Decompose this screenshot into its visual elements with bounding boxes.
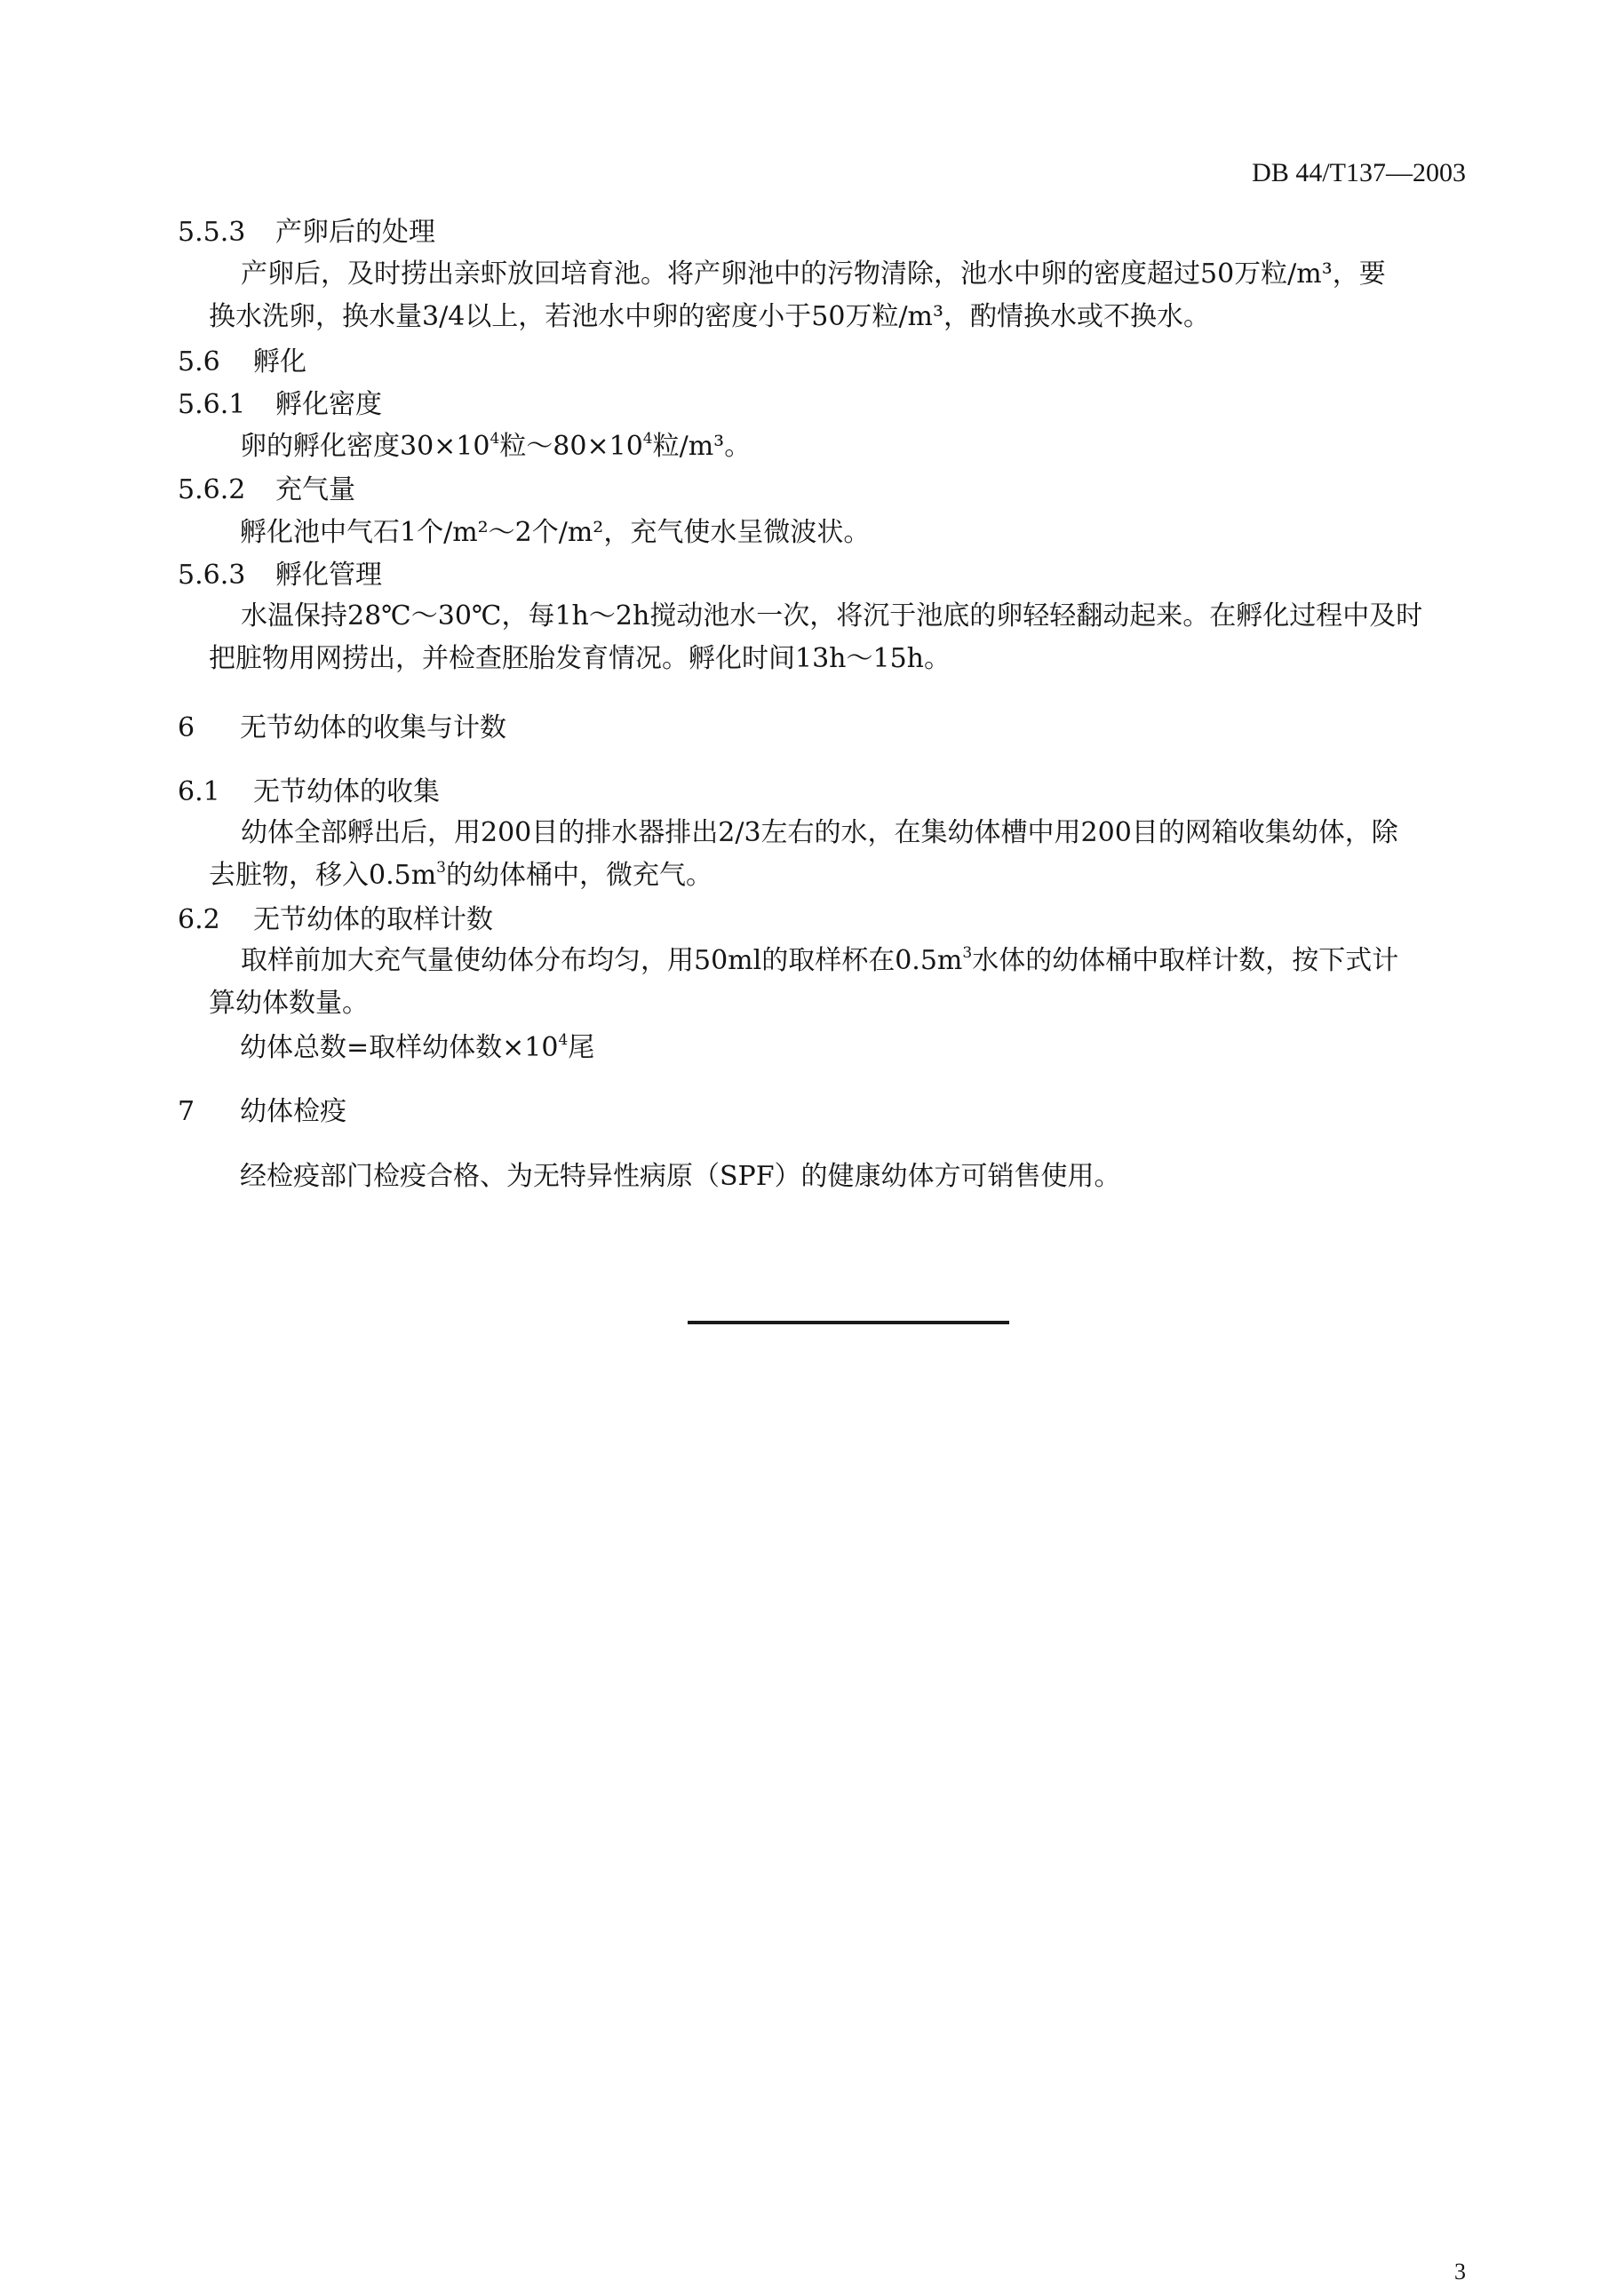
formula [240, 1030, 594, 1066]
page-number: 3 [1454, 2259, 1466, 2284]
text-run: 去脏物，移入0.5m [209, 860, 437, 891]
standard-code: DB 44/T137—2003 [1252, 158, 1466, 187]
heading-7 [178, 1094, 346, 1130]
section-number: 6.1 [178, 776, 220, 807]
heading-5-6-2 [178, 473, 355, 508]
section-title: 充气量 [275, 474, 355, 505]
text-run: 粒～80×10 [499, 431, 643, 462]
heading-5-6-1 [178, 387, 382, 423]
paragraph-5-6-1 [240, 429, 751, 465]
paragraph-line: 产卵后，及时捞出亲虾放回培育池。将产卵池中的污物清除，池水中卵的密度超过50万粒/m³，要 [241, 258, 1386, 290]
paragraph-5-5-3 [209, 253, 1470, 338]
heading-6-1 [178, 775, 440, 810]
section-number: 5.6.3 [178, 560, 246, 591]
section-title: 无节幼体的收集 [253, 776, 440, 807]
section-title: 无节幼体的取样计数 [253, 904, 493, 935]
heading-6-2 [178, 902, 493, 938]
paragraph-line: 把脏物用网捞出，并检查胚胎发育情况。孵化时间13h～15h。 [209, 643, 951, 674]
section-number: 7 [178, 1096, 195, 1127]
superscript: 4 [642, 430, 653, 448]
paragraph-line: 算幼体数量。 [209, 988, 369, 1019]
heading-5-5-3 [178, 215, 435, 250]
end-of-document-rule [688, 1321, 1009, 1324]
paragraph-5-6-3 [209, 595, 1470, 680]
paragraph-7: 经检疫部门检疫合格、为无特异性病原（SPF）的健康幼体方可销售使用。 [240, 1161, 1121, 1192]
heading-5-6-3 [178, 558, 382, 593]
section-title: 无节幼体的收集与计数 [240, 712, 506, 743]
paragraph-line: 换水洗卵，换水量3/4以上，若池水中卵的密度小于50万粒/m³，酌情换水或不换水。 [209, 301, 1211, 332]
text-run: 取样前加大充气量使幼体分布均匀，用50ml的取样杯在0.5m [241, 945, 963, 976]
text-run: 幼体总数=取样幼体数×10 [240, 1032, 559, 1063]
heading-5-6 [178, 345, 306, 380]
paragraph-line: 水温保持28℃～30℃，每1h～2h搅动池水一次，将沉于池底的卵轻轻翻动起来。在孵化过程中及时 [241, 600, 1423, 632]
paragraph-line [209, 940, 1470, 982]
section-number: 5.6.1 [178, 389, 246, 420]
text-run: 水体的幼体桶中取样计数，按下式计 [972, 945, 1399, 976]
section-title: 孵化密度 [275, 389, 382, 420]
text-run: 尾 [568, 1032, 595, 1063]
section-title: 孵化管理 [275, 560, 382, 591]
section-number: 5.6 [178, 346, 220, 377]
section-title: 产卵后的处理 [275, 217, 435, 248]
section-number: 6 [178, 712, 195, 743]
paragraph-5-6-2: 孵化池中气石1个/m²～2个/m²，充气使水呈微波状。 [240, 517, 871, 548]
paragraph-6-2 [209, 940, 1470, 1025]
text-run: 的幼体桶中，微充气。 [446, 860, 712, 891]
text-run: 粒/m³。 [652, 431, 752, 462]
heading-6 [178, 711, 506, 746]
section-number: 6.2 [178, 904, 220, 935]
superscript: 3 [962, 944, 973, 962]
section-title: 孵化 [253, 346, 306, 377]
superscript: 4 [490, 430, 500, 448]
section-number: 5.5.3 [178, 217, 246, 248]
section-number: 5.6.2 [178, 474, 246, 505]
section-title: 幼体检疫 [240, 1096, 346, 1127]
paragraph-line [209, 854, 1470, 897]
text-run: 卵的孵化密度30×10 [240, 431, 490, 462]
superscript: 4 [558, 1031, 569, 1049]
paragraph-6-1 [209, 812, 1470, 897]
superscript: 3 [436, 859, 446, 877]
paragraph-line: 幼体全部孵出后，用200目的排水器排出2/3左右的水，在集幼体槽中用200目的网箱收集幼体，除 [241, 817, 1398, 848]
